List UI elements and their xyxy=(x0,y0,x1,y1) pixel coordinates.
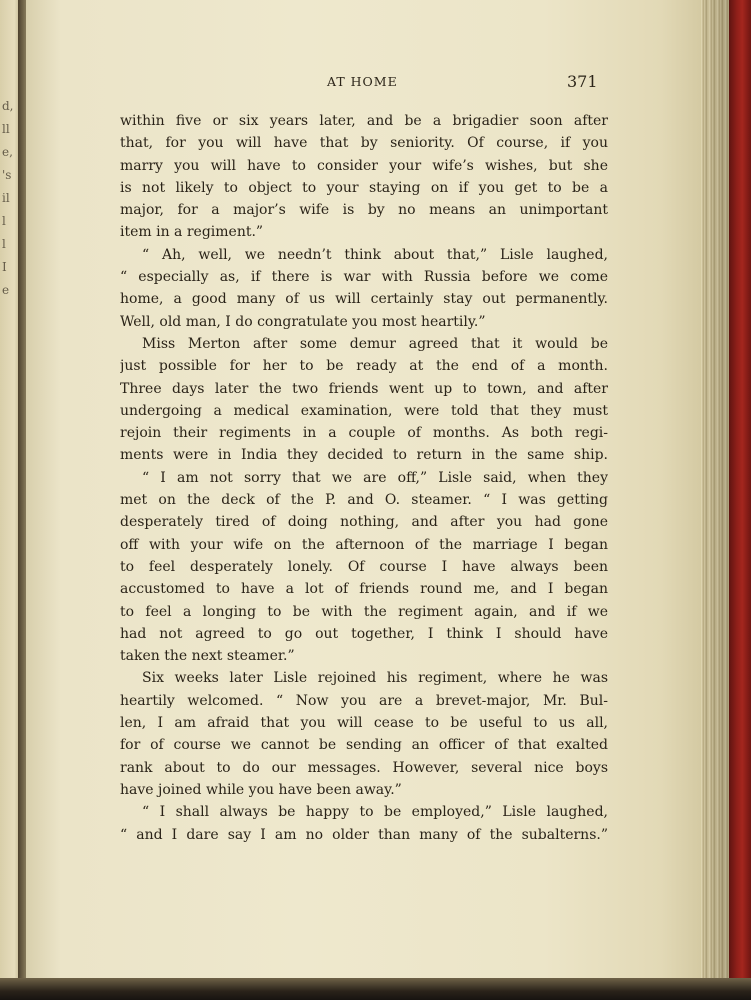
text-line: “ and I dare say I am no older than many of the subalterns.” xyxy=(120,826,608,843)
text-line: taken the next steamer.” xyxy=(120,648,295,665)
text-line: len, I am afraid that you will cease to be useful to us all, xyxy=(120,715,608,732)
previous-page-fragment: ll xyxy=(2,122,10,136)
text-line: have joined while you have been away.” xyxy=(120,781,402,798)
text-line: “ I shall always be happy to be employed,” Lisle laughed, xyxy=(142,804,608,821)
previous-page-fragment: e xyxy=(2,283,10,297)
previous-page-fragment: e, xyxy=(2,145,13,159)
previous-page-fragment: I xyxy=(2,260,7,274)
text-line: undergoing a medical examination, were told that they must xyxy=(120,402,608,419)
text-line: “ Ah, well, we needn’t think about that,” Lisle laughed, xyxy=(142,246,608,263)
text-line: marry you will have to consider your wife’s wishes, but she xyxy=(120,157,608,174)
previous-page-fragment: 's xyxy=(2,168,12,182)
text-line: home, a good many of us will certainly stay out permanently. xyxy=(120,291,608,308)
text-line: is not likely to object to your staying on if you get to be a xyxy=(120,179,608,196)
page-number: 371 xyxy=(567,72,598,91)
previous-page-fragment: l xyxy=(2,214,6,228)
running-head: AT HOME xyxy=(327,74,398,89)
text-line: accustomed to have a lot of friends round me, and I began xyxy=(120,581,608,598)
body-text xyxy=(120,110,608,846)
text-line: heartily welcomed. “ Now you are a brevet-major, Mr. Bul- xyxy=(120,692,608,709)
text-line: “ I am not sorry that we are off,” Lisle said, when they xyxy=(142,469,608,486)
page-edges xyxy=(700,0,730,990)
text-line: met on the deck of the P. and O. steamer. “ I was getting xyxy=(120,492,608,509)
text-line: “ especially as, if there is war with Russia before we come xyxy=(120,269,608,286)
text-line: to feel a longing to be with the regiment again, and if we xyxy=(120,603,608,620)
text-line: to feel desperately lonely. Of course I have always been xyxy=(120,558,608,575)
previous-page-fragment: il xyxy=(2,191,10,205)
previous-page-fragment: d, xyxy=(2,99,14,113)
text-line: ments were in India they decided to return in the same ship. xyxy=(120,447,608,464)
text-line: Six weeks later Lisle rejoined his regiment, where he was xyxy=(142,670,608,687)
previous-page-text-fragments xyxy=(2,95,16,302)
text-line: Three days later the two friends went up to town, and after xyxy=(120,380,608,397)
text-line: for of course we cannot be sending an officer of that exalted xyxy=(120,737,608,754)
text-line: off with your wife on the afternoon of the marriage I began xyxy=(120,536,608,553)
text-line: just possible for her to be ready at the end of a month. xyxy=(120,358,608,375)
previous-page-fragment: l xyxy=(2,237,6,251)
text-line: major, for a major’s wife is by no means an unimportant xyxy=(120,202,608,219)
text-line: within five or six years later, and be a brigadier soon after xyxy=(120,113,608,129)
text-line: Well, old man, I do congratulate you most heartily.” xyxy=(120,313,486,330)
bottom-shadow xyxy=(0,978,751,1000)
text-line: desperately tired of doing nothing, and after you had gone xyxy=(120,514,608,531)
text-line: Miss Merton after some demur agreed that it would be xyxy=(142,335,608,352)
text-line: rejoin their regiments in a couple of months. As both regi- xyxy=(120,425,608,442)
text-line: that, for you will have that by seniority. Of course, if you xyxy=(120,135,608,152)
book-cover-edge xyxy=(729,0,751,1000)
text-line: item in a regiment.” xyxy=(120,224,264,241)
text-line: rank about to do our messages. However, several nice boys xyxy=(120,759,608,776)
text-line: had not agreed to go out together, I think I should have xyxy=(120,625,608,642)
